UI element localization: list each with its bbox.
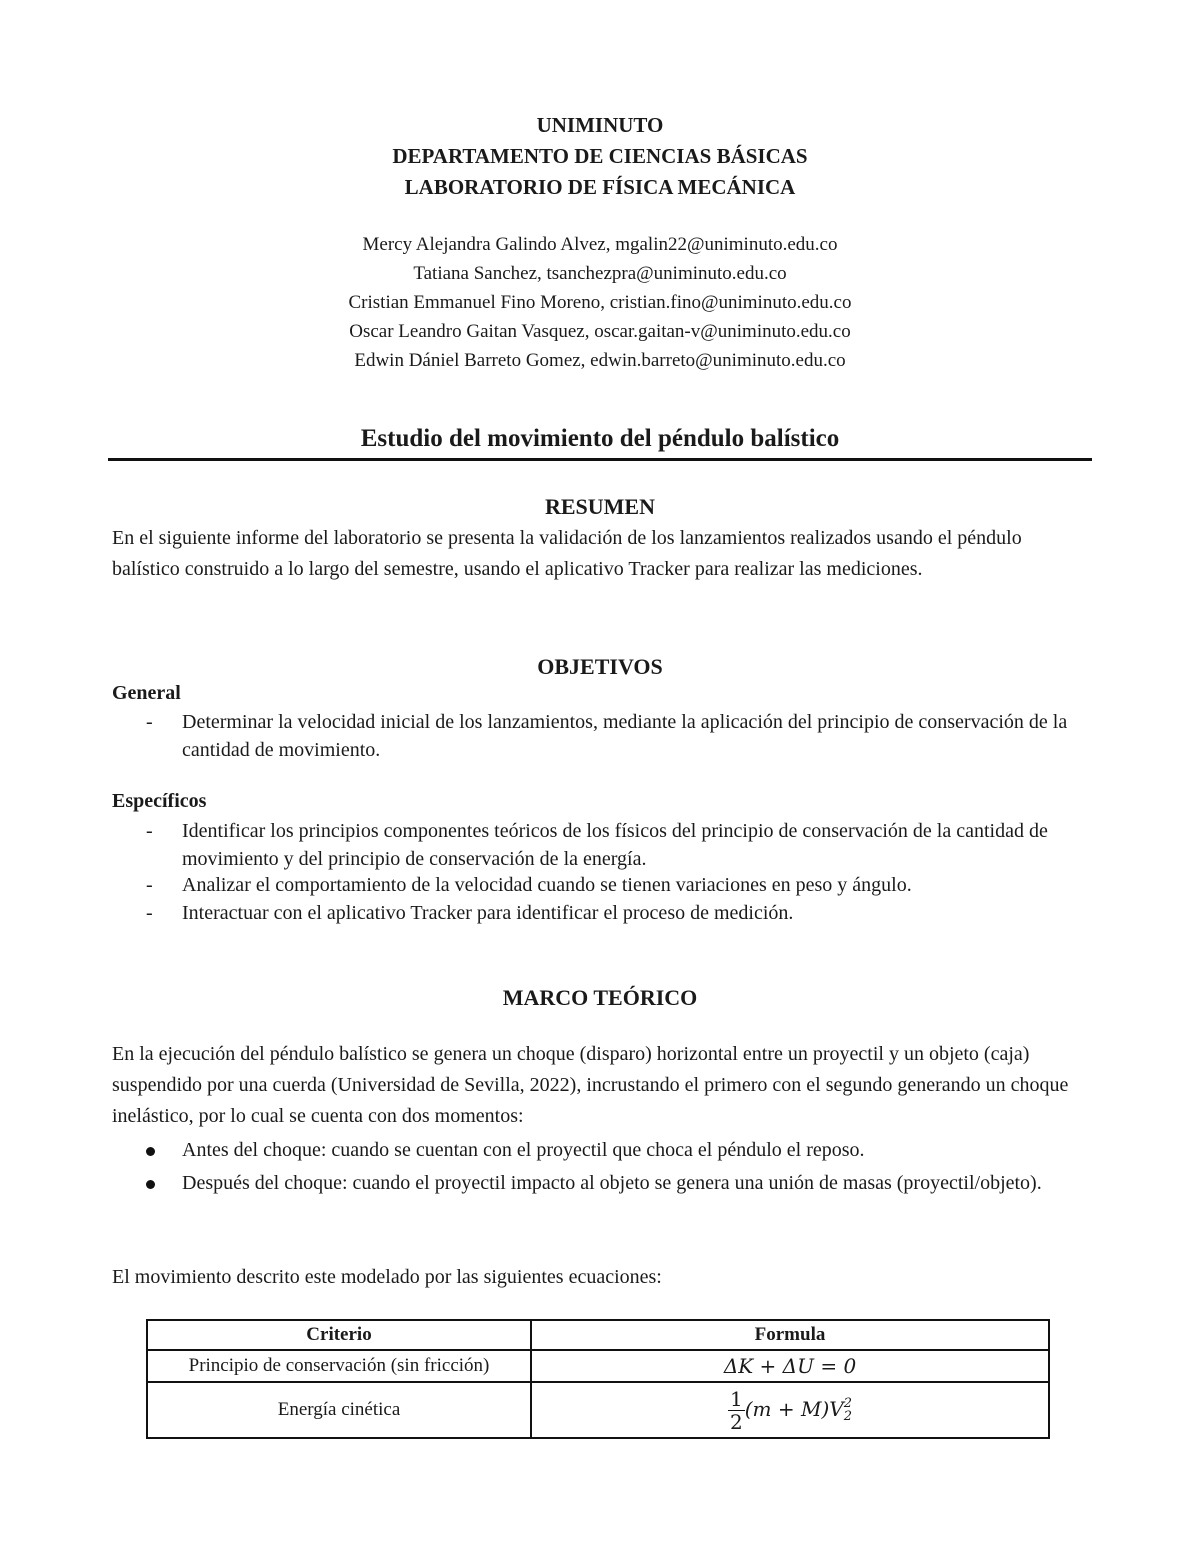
author-line: Oscar Leandro Gaitan Vasquez, oscar.gaitan-v@uniminuto.edu.co xyxy=(349,321,851,342)
bullet-dot xyxy=(146,1147,155,1156)
header-line-laboratory: LABORATORIO DE FÍSICA MECÁNICA xyxy=(404,175,796,199)
list-item xyxy=(112,899,1092,929)
table-row xyxy=(147,1350,1049,1382)
table-header-row xyxy=(147,1320,1049,1350)
formula-superscript: 2 xyxy=(843,1396,852,1411)
report-title: Estudio del movimiento del péndulo balístico xyxy=(360,425,840,452)
author-list xyxy=(0,230,1200,375)
dash-marker: - xyxy=(146,902,153,924)
general-label: General xyxy=(112,682,181,704)
objetivos-heading: OBJETIVOS xyxy=(537,654,663,679)
header-line-department: DEPARTAMENTO DE CIENCIAS BÁSICAS xyxy=(392,144,808,168)
resumen-heading: RESUMEN xyxy=(544,494,655,519)
list-item xyxy=(112,1168,1092,1232)
list-item xyxy=(112,708,1092,768)
bullet-dot xyxy=(146,1180,155,1189)
list-item xyxy=(112,871,1092,901)
formula-cell xyxy=(531,1382,1049,1438)
dash-marker: - xyxy=(146,874,153,896)
dash-marker: - xyxy=(146,820,153,842)
title-rule xyxy=(108,458,1092,461)
formula-subscript: 2 xyxy=(843,1409,852,1424)
author-line: Edwin Dániel Barreto Gomez, edwin.barreto@uniminuto.edu.co xyxy=(354,350,846,371)
list-item-text: Antes del choque: cuando se cuentan con el proyectil que choca el péndulo el reposo. xyxy=(182,1139,865,1161)
author-line: Tatiana Sanchez, tsanchezpra@uniminuto.edu.co xyxy=(413,263,787,284)
list-item-text: Identificar los principios componentes teóricos de los físicos del principio de conservación de la cantidad de movimiento y del principio de conservación de la energía. xyxy=(182,820,1048,870)
formula-cell: ΔK + ΔU = 0 xyxy=(531,1350,1049,1382)
fraction-denominator: 2 xyxy=(730,1409,743,1434)
fraction xyxy=(728,1388,745,1433)
equations-table xyxy=(146,1319,1050,1439)
criterio-cell: Energía cinética xyxy=(147,1382,531,1438)
formula-body: (m + M)V xyxy=(744,1396,844,1421)
formula-scripts xyxy=(844,1397,852,1423)
fraction-numerator: 1 xyxy=(730,1386,743,1411)
institution-header xyxy=(0,110,1200,203)
author-line: Mercy Alejandra Galindo Alvez, mgalin22@uniminuto.edu.co xyxy=(362,234,838,255)
especificos-label: Específicos xyxy=(112,790,207,812)
list-item-text: Analizar el comportamiento de la velocidad cuando se tienen variaciones en peso y ángulo. xyxy=(182,874,912,896)
marco-lead: El movimiento descrito este modelado por las siguientes ecuaciones: xyxy=(112,1266,662,1288)
list-item-text: Después del choque: cuando el proyectil impacto al objeto se genera una unión de masas (proyectil/objeto). xyxy=(182,1172,1042,1194)
list-item-text: Interactuar con el aplicativo Tracker para identificar el proceso de medición. xyxy=(182,902,794,924)
column-header-criterio: Criterio xyxy=(147,1320,531,1350)
marco-heading: MARCO TEÓRICO xyxy=(502,985,698,1010)
list-item xyxy=(112,1135,1092,1167)
list-item-text: Determinar la velocidad inicial de los lanzamientos, mediante la aplicación del principio de conservación de la cantidad de movimiento. xyxy=(182,711,1068,761)
resumen-text: En el siguiente informe del laboratorio se presenta la validación de los lanzamientos realizados usando el péndulo balístico construido a lo largo del semestre, usando el aplicativo Tracker para realizar las mediciones. xyxy=(112,527,1022,580)
marco-intro: En la ejecución del péndulo balístico se genera un choque (disparo) horizontal entre un proyectil y un objeto (caja) suspendido por una cuerda (Universidad de Sevilla, 2022), incrustando el primero con el segundo generando un choque inelástico, por lo cual se cuenta con dos momentos: xyxy=(112,1043,1069,1127)
column-header-formula: Formula xyxy=(531,1320,1049,1350)
dash-marker: - xyxy=(146,711,153,733)
header-line-university: UNIMINUTO xyxy=(536,113,664,137)
author-line: Cristian Emmanuel Fino Moreno, cristian.fino@uniminuto.edu.co xyxy=(348,292,852,313)
criterio-cell: Principio de conservación (sin fricción) xyxy=(147,1350,531,1382)
list-item xyxy=(112,817,1092,877)
table-row xyxy=(147,1382,1049,1438)
